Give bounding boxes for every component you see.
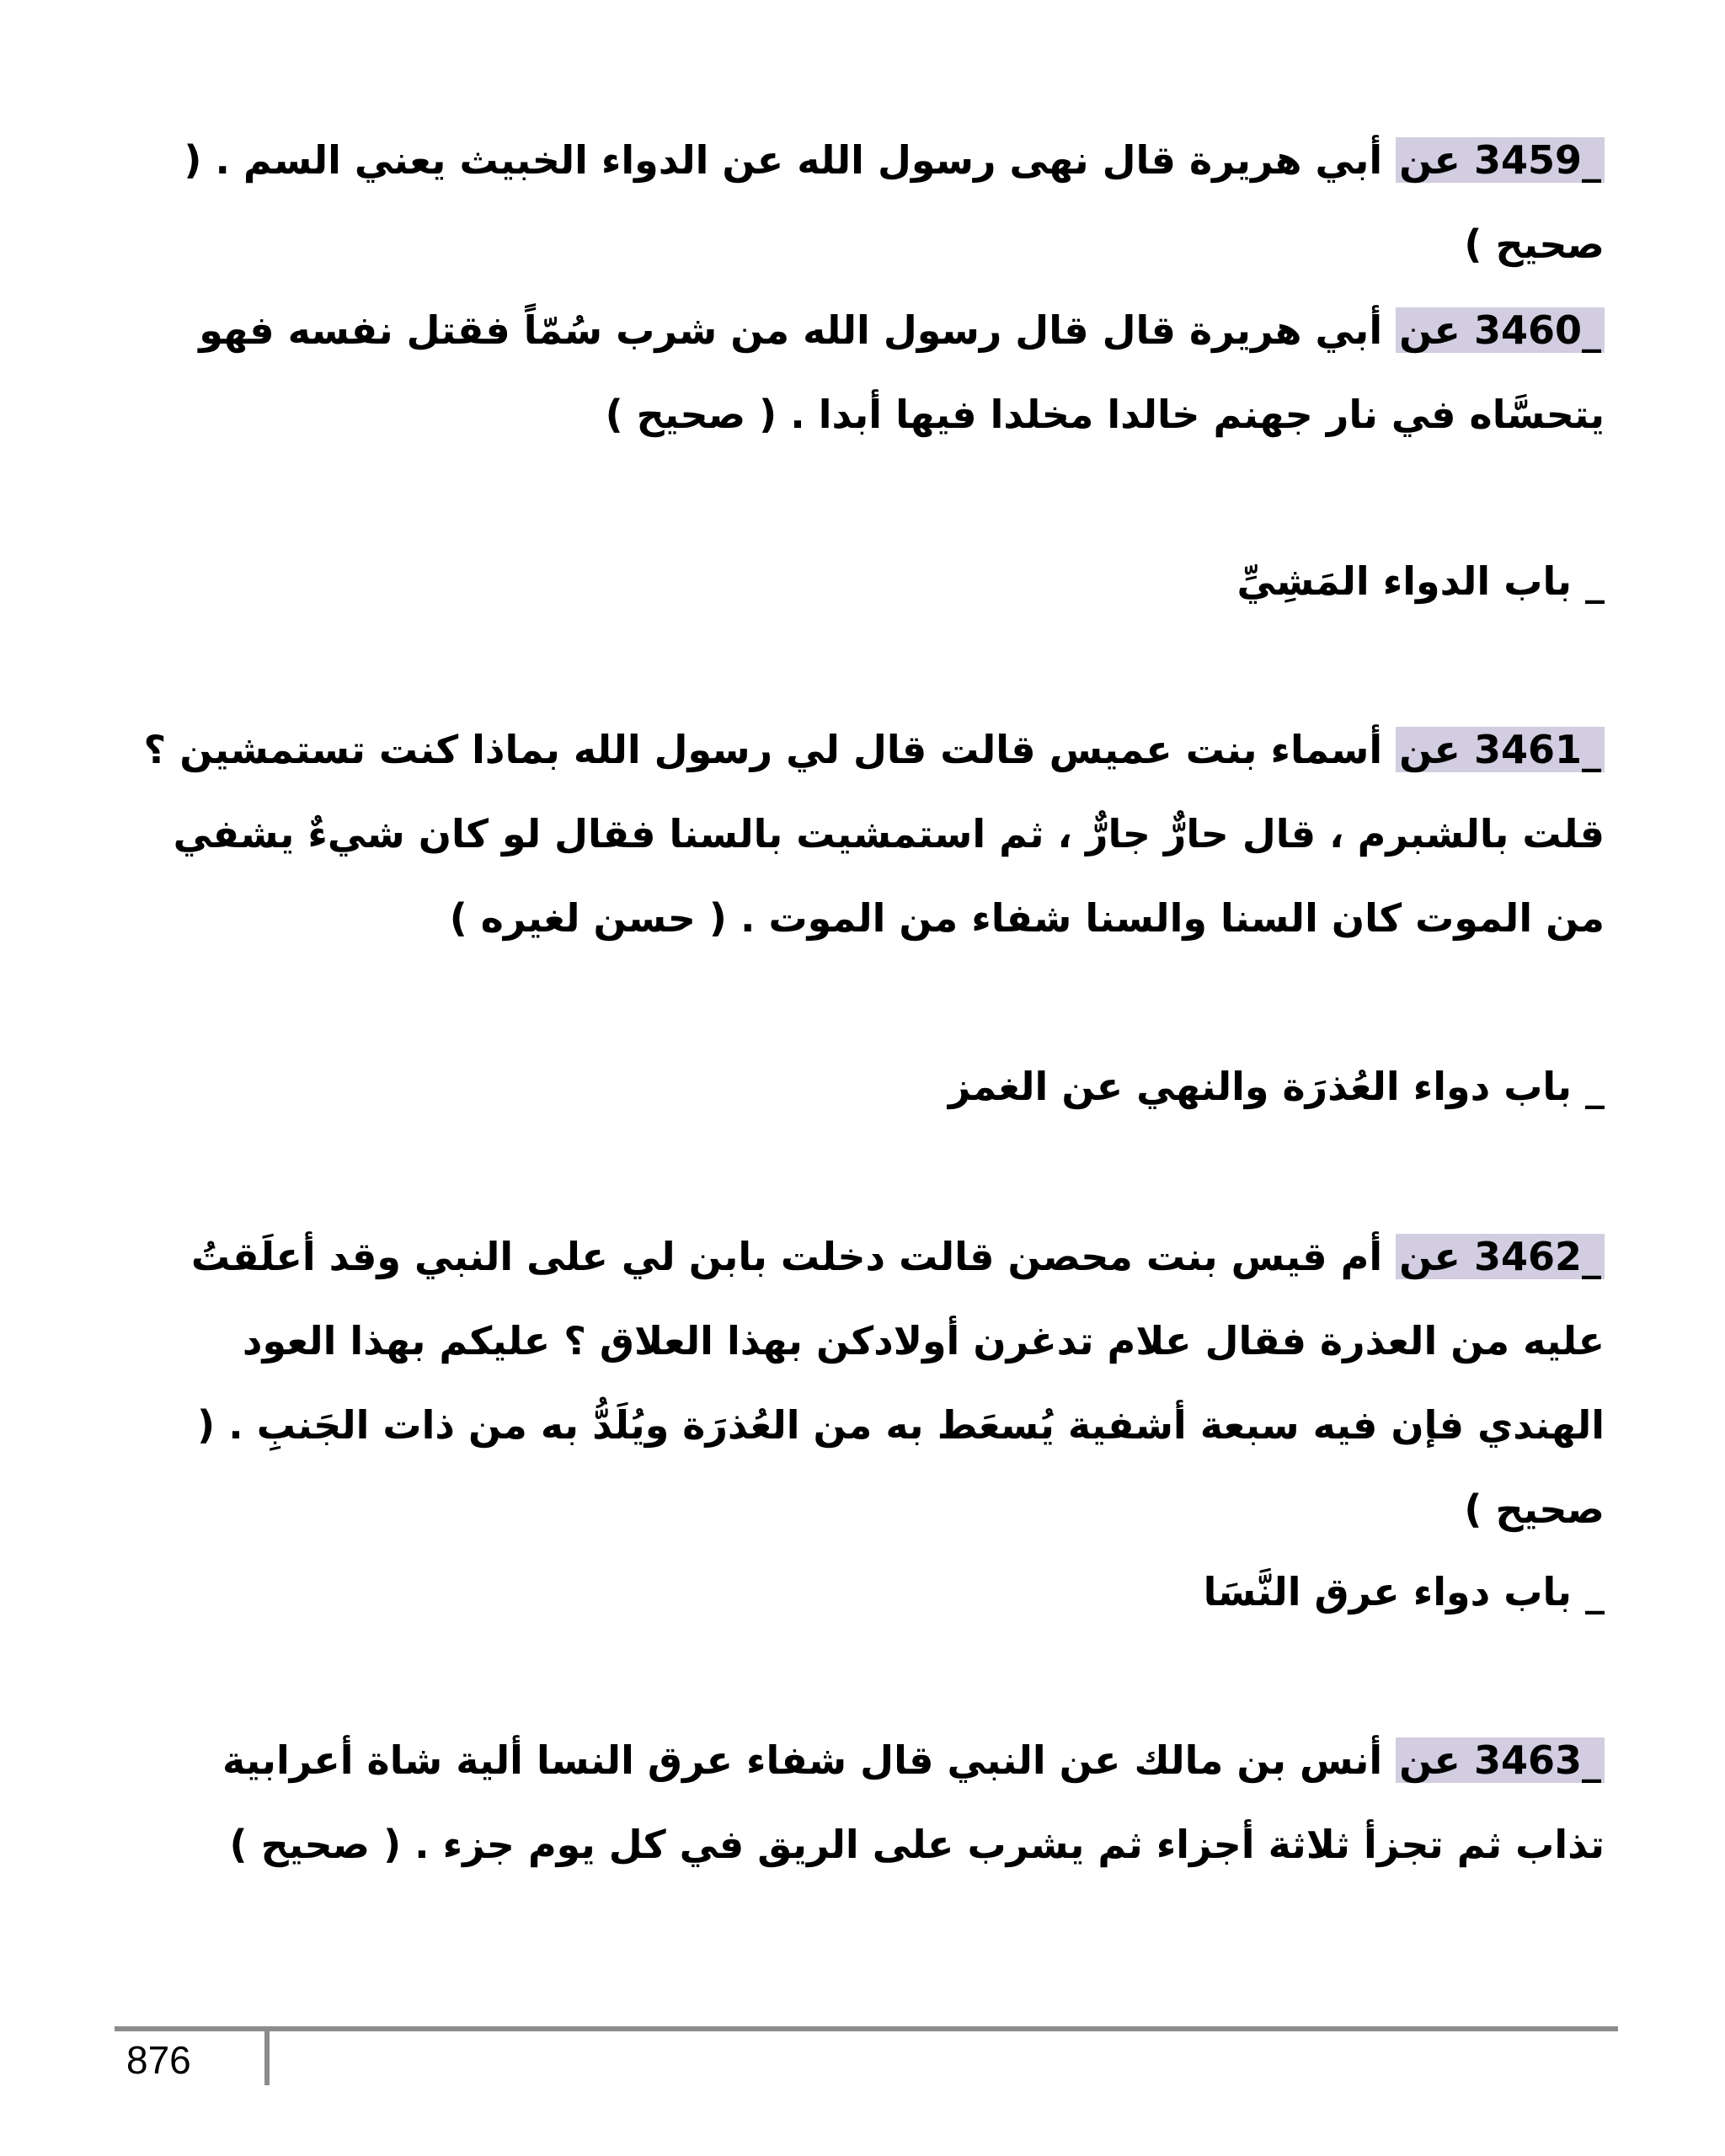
hadith-an: عن xyxy=(1399,307,1461,353)
hadith-number-highlight xyxy=(1396,1234,1605,1279)
hadith-an: عن xyxy=(1399,1234,1461,1279)
hadith-text: أبي هريرة قال نهى رسول الله عن الدواء الخبيث يعني السم . ( صحيح ) xyxy=(184,137,1605,267)
hadith-number: 3459_ xyxy=(1473,137,1601,183)
chapter-heading-2: _ باب دواء العُذرَة والنهي عن الغمز xyxy=(948,1064,1605,1109)
hadith-number-highlight xyxy=(1396,137,1605,183)
hadith-an: عن xyxy=(1399,137,1461,183)
hadith-text: أسماء بنت عميس قالت قال لي رسول الله بماذا كنت تستمشين ؟ قلت بالشبرم ، قال حارٌّ جارٌّ ، ثم استمشيت بالسنا فقال لو كان شيءٌ يشفي من الموت كان السنا والسنا شفاء من الموت . ( حسن لغيره ) xyxy=(143,727,1605,941)
hadith-number: 3462_ xyxy=(1473,1234,1601,1279)
hadith-3461 xyxy=(143,707,1605,960)
chapter-heading-3: _ باب دواء عرق النَّسَا xyxy=(1203,1569,1605,1614)
page-number: 876 xyxy=(126,2038,191,2082)
hadith-number: 3461_ xyxy=(1473,727,1601,772)
hadith-number: 3460_ xyxy=(1473,307,1601,353)
hadith-3459 xyxy=(143,118,1605,286)
footer-rule xyxy=(115,2026,1618,2031)
hadith-number-highlight xyxy=(1396,727,1605,772)
chapter-heading-1: _ باب الدواء المَشِيِّ xyxy=(1236,558,1605,604)
footer-separator xyxy=(264,2026,270,2085)
hadith-number: 3463_ xyxy=(1473,1737,1601,1783)
hadith-number-highlight xyxy=(1396,1737,1605,1783)
hadith-an: عن xyxy=(1399,1737,1461,1783)
hadith-3462 xyxy=(143,1214,1605,1551)
hadith-text: أم قيس بنت محصن قالت دخلت بابن لي على النبي وقد أعلَقتُ عليه من العذرة فقال علام تدغرن أولادكن بهذا العلاق ؟ عليكم بهذا العود الهندي فإن فيه سبعة أشفية يُسعَط به من العُذرَة ويُلَدُّ به من ذات الجَنبِ . ( صحيح ) xyxy=(190,1234,1605,1532)
hadith-text: أنس بن مالك عن النبي قال شفاء عرق النسا ألية شاة أعرابية تذاب ثم تجزأ ثلاثة أجزاء ثم يشرب على الريق في كل يوم جزء . ( صحيح ) xyxy=(222,1737,1605,1867)
hadith-3463 xyxy=(143,1718,1605,1886)
hadith-number-highlight xyxy=(1396,307,1605,353)
hadith-an: عن xyxy=(1399,727,1461,772)
hadith-3460 xyxy=(143,288,1605,456)
hadith-text: أبي هريرة قال قال رسول الله من شرب سُمّاً فقتل نفسه فهو يتحسَّاه في نار جهنم خالدا مخلدا فيها أبدا . ( صحيح ) xyxy=(199,307,1605,437)
